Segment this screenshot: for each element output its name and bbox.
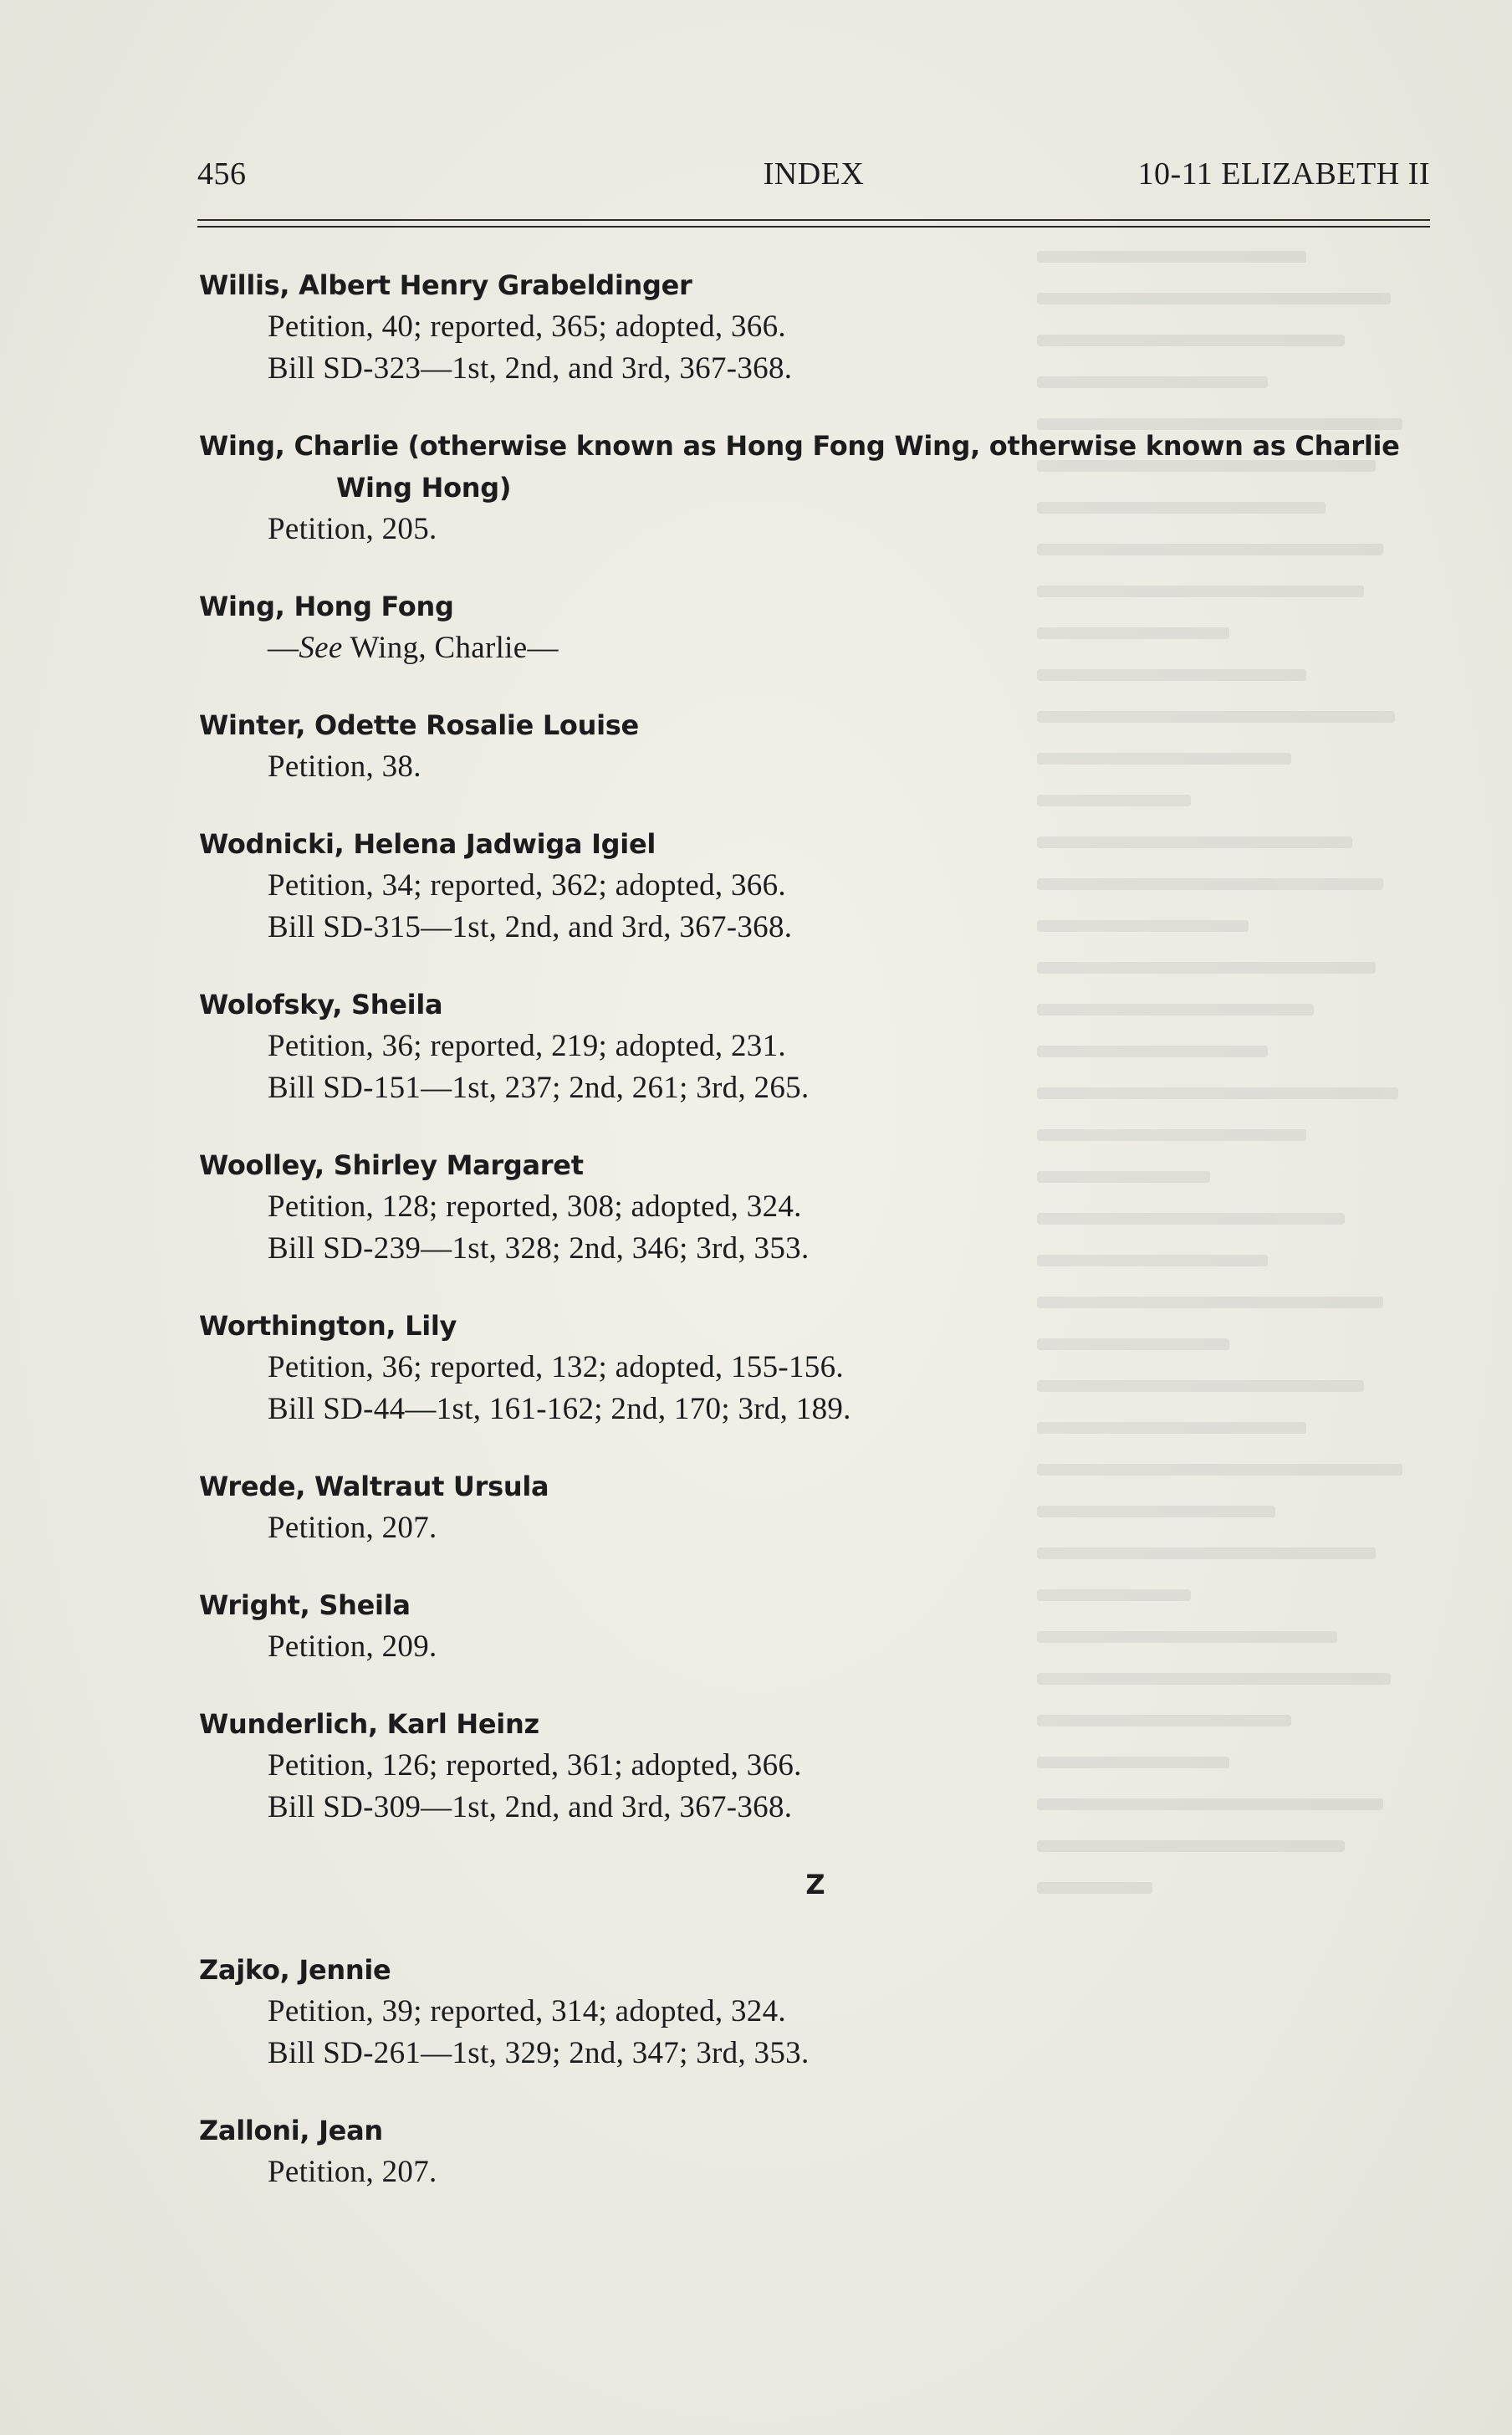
entry-line: Petition, 128; reported, 308; adopted, 324.: [268, 1189, 802, 1224]
entry-line: Bill SD-315—1st, 2nd, and 3rd, 367-368.: [268, 910, 793, 944]
index-entry: [199, 1305, 1432, 1430]
entry-line: Petition, 209.: [268, 1629, 437, 1664]
entry-line: Bill SD-151—1st, 237; 2nd, 261; 3rd, 265.: [268, 1071, 810, 1105]
index-entry: [199, 2110, 1432, 2193]
entry-name: Zajko, Jennie: [199, 1954, 391, 1986]
entry-name: Wunderlich, Karl Heinz: [199, 1708, 539, 1740]
see-reference: [199, 627, 1432, 669]
entry-line: Bill SD-239—1st, 328; 2nd, 346; 3rd, 353.: [268, 1231, 810, 1266]
index-entry: [199, 704, 1432, 788]
entry-line: Petition, 126; reported, 361; adopted, 366.: [268, 1748, 802, 1783]
see-target: Wing, Charlie—: [342, 631, 559, 665]
entry-name: Wodnicki, Helena Jadwiga Igiel: [199, 828, 656, 860]
entry-line: Petition, 36; reported, 132; adopted, 155-156.: [268, 1350, 844, 1384]
index-entry: [199, 1949, 1432, 2074]
entry-name: Winter, Odette Rosalie Louise: [199, 709, 639, 741]
entry-name: Willis, Albert Henry Grabeldinger: [199, 269, 692, 301]
entry-name: Worthington, Lily: [199, 1310, 457, 1342]
section-letter: Z: [805, 1869, 825, 1900]
index-entry: [199, 264, 1432, 390]
entry-name: [199, 425, 1432, 509]
entry-line: Petition, 34; reported, 362; adopted, 366.: [268, 868, 786, 903]
entry-name: Wright, Sheila: [199, 1589, 411, 1621]
entry-line: Petition, 40; reported, 365; adopted, 366.: [268, 309, 786, 344]
volume-label: 10-11 ELIZABETH II: [1137, 156, 1430, 192]
entry-line: Bill SD-44—1st, 161-162; 2nd, 170; 3rd, 189.: [268, 1392, 851, 1426]
entry-line: Petition, 205.: [268, 512, 437, 546]
index-entry: [199, 1703, 1432, 1829]
entry-line: Bill SD-309—1st, 2nd, and 3rd, 367-368.: [268, 1790, 793, 1824]
see-prefix: —: [268, 631, 299, 665]
index-entry: [199, 984, 1432, 1109]
entry-name-text: Wing, Charlie (otherwise known as Hong Fong Wing, otherwise known as Charlie: [199, 430, 1400, 462]
entry-name: Zalloni, Jean: [199, 2115, 383, 2146]
index-entry: [199, 1144, 1432, 1270]
index-entry: [199, 1466, 1432, 1549]
index-entry: [199, 823, 1432, 949]
entry-line: Petition, 38.: [268, 749, 421, 784]
index-entry: [199, 425, 1432, 550]
entry-line: Bill SD-323—1st, 2nd, and 3rd, 367-368.: [268, 351, 793, 386]
entry-name: Wrede, Waltraut Ursula: [199, 1471, 549, 1502]
entry-name: Wing, Hong Fong: [199, 591, 454, 622]
page-title: INDEX: [763, 156, 865, 192]
page-header: [197, 156, 1430, 197]
entry-name: Woolley, Shirley Margaret: [199, 1149, 584, 1181]
entry-line: Petition, 36; reported, 219; adopted, 231.: [268, 1029, 786, 1063]
page-number: 456: [197, 156, 247, 192]
index-entries: [199, 264, 1432, 2228]
entry-name-continued: Wing Hong): [336, 472, 512, 504]
index-entry: [199, 586, 1432, 669]
index-entry: [199, 1584, 1432, 1668]
entry-line: Petition, 39; reported, 314; adopted, 324.: [268, 1994, 786, 2028]
entry-line: Bill SD-261—1st, 329; 2nd, 347; 3rd, 353.: [268, 2036, 810, 2070]
header-rule-bottom: [197, 226, 1430, 228]
entry-line: Petition, 207.: [268, 2155, 437, 2189]
entry-name: Wolofsky, Sheila: [199, 989, 443, 1021]
see-word: See: [299, 631, 343, 665]
entry-line: Petition, 207.: [268, 1511, 437, 1545]
header-rule-top: [197, 219, 1430, 221]
